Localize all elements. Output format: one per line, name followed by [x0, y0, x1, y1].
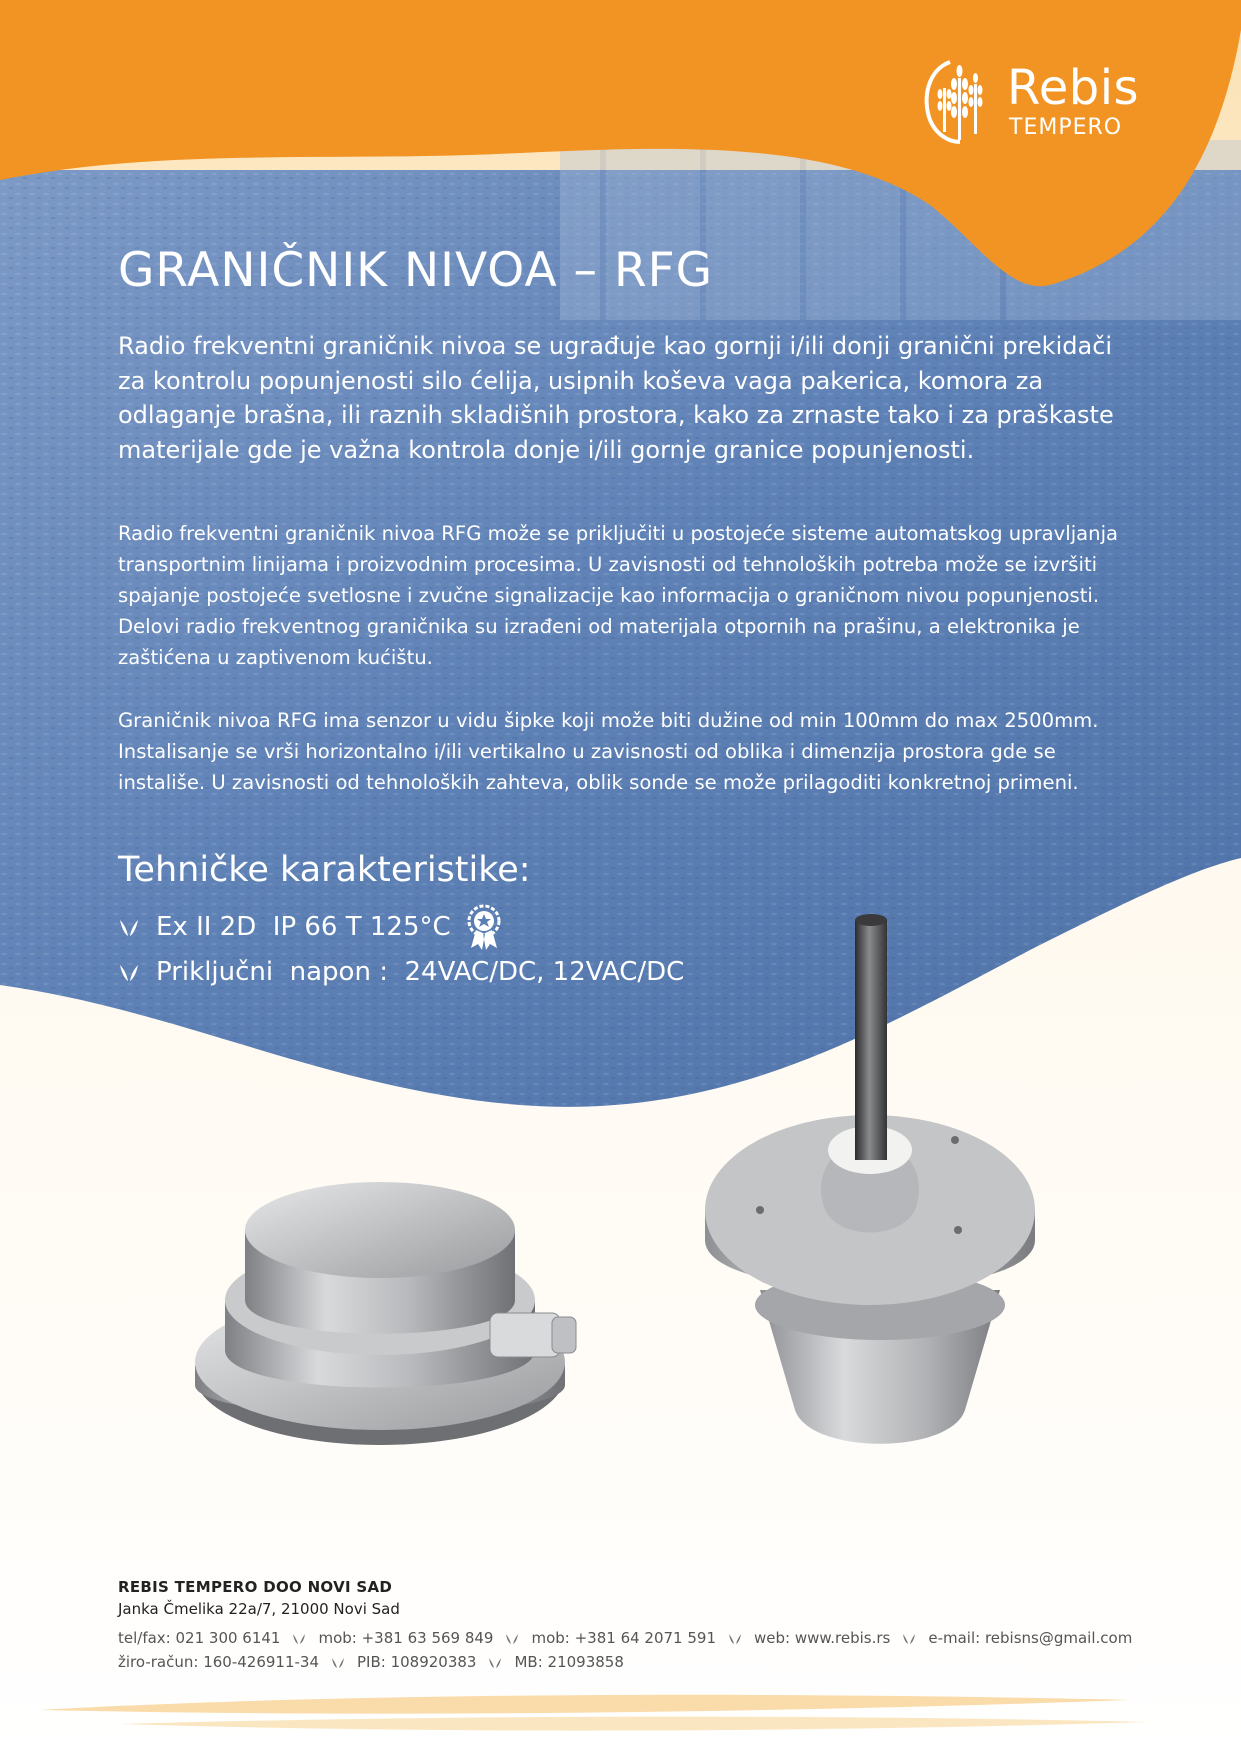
footer-web-link[interactable]: web: www.rebis.rs — [754, 1629, 891, 1647]
leaf-separator-icon — [728, 1633, 742, 1645]
body-paragraph-2: Graničnik nivoa RFG ima senzor u vidu šipke koji može biti dužine od min 100mm do max 2500mm. Instalisanje se vrši horizontalno i/ili vertikalno u zavisnosti od oblika i dimenzija prostora gde se instališe. U zavisnosti od tehnoloških zahteva, oblik sonde se može prilagoditi konkretnoj primeni. — [118, 709, 1099, 794]
leaf-bullet-icon — [118, 963, 140, 983]
footer-address: Janka Čmelika 22a/7, 21000 Novi Sad — [118, 1600, 400, 1618]
leaf-separator-icon — [488, 1657, 502, 1669]
footer-mob-1: mob: +381 63 569 849 — [318, 1629, 494, 1647]
spec-item-2 — [118, 957, 684, 987]
tech-heading: Tehničke karakteristike: — [118, 850, 531, 890]
wheat-logo-icon — [920, 58, 1002, 144]
footer-contacts — [118, 1629, 1132, 1647]
spec-text: Ex II 2D IP 66 T 125°C — [156, 912, 451, 942]
logo-subtitle: TEMPERO — [1009, 115, 1123, 140]
logo-wordmark: Rebis — [1007, 60, 1140, 116]
footer-company-ids — [118, 1653, 624, 1671]
spec-item-1 — [118, 912, 451, 942]
product-photo-sensor-housing — [190, 1150, 590, 1450]
leaf-separator-icon — [505, 1633, 519, 1645]
product-photo-rod-sensor — [700, 910, 1040, 1470]
intro-paragraph: Radio frekventni graničnik nivoa se ugrađuje kao gornji i/ili donji granični prekidači za kontrolu popunjenosti silo ćelija, usipnih koševa vaga pakerica, komora za odlaganje brašna, ili raznih skladišnih prostora, kako za zrnaste tako i za praškaste materijale gde je važna kontrola donje i/ili gornje granice popunjenosti. — [118, 332, 1114, 464]
leaf-separator-icon — [331, 1657, 345, 1669]
leaf-separator-icon — [902, 1633, 916, 1645]
leaf-separator-icon — [292, 1633, 306, 1645]
certificate-badge-icon — [466, 904, 502, 950]
footer-account: žiro-račun: 160-426911-34 — [118, 1653, 319, 1671]
page-title: GRANIČNIK NIVOA – RFG — [118, 243, 714, 298]
footer-email-link[interactable]: e-mail: rebisns@gmail.com — [928, 1629, 1133, 1647]
leaf-bullet-icon — [118, 918, 140, 938]
footer-mb: MB: 21093858 — [514, 1653, 624, 1671]
footer-pib: PIB: 108920383 — [357, 1653, 477, 1671]
spec-text: Priključni napon : 24VAC/DC, 12VAC/DC — [156, 957, 685, 987]
footer-mob-2: mob: +381 64 2071 591 — [531, 1629, 716, 1647]
body-paragraph-1: Radio frekventni graničnik nivoa RFG može se priključiti u postojeće sisteme automatskog upravljanja transportnim linijama i proizvodnim procesima. U zavisnosti od tehnoloških potreba može se izvršiti spajanje postojeće svetlosne i zvučne signalizacije kao informacija o graničnom nivou popunjenosti. Delovi radio frekventnog graničnika su izrađeni od materijala otpornih na prašinu, a elektronika je zaštićena u zaptivenom kućištu. — [118, 522, 1119, 669]
footer-tel: tel/fax: 021 300 6141 — [118, 1629, 281, 1647]
footer-company-name: REBIS TEMPERO DOO NOVI SAD — [118, 1578, 393, 1596]
